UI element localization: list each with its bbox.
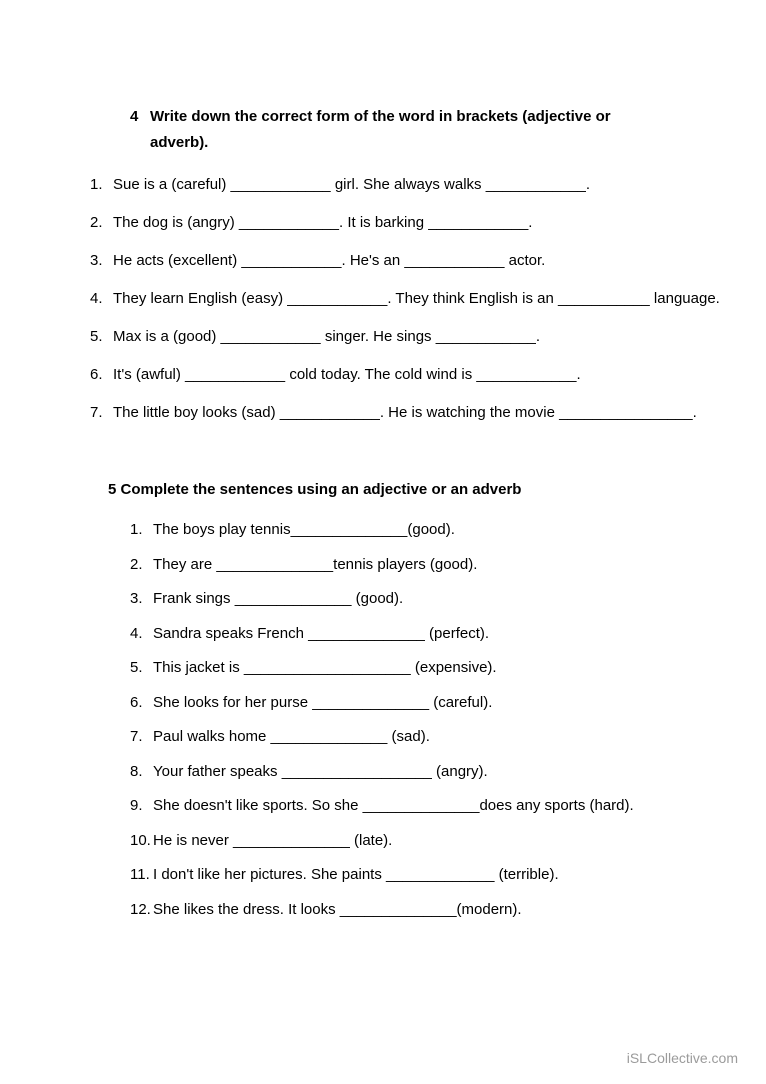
exercise4-item-3 [90,252,746,270]
exercise4-title [150,104,611,156]
item-number: 7. [130,728,143,745]
exercise4-title-line2: adverb). [150,134,209,151]
item-text: The little boy looks (sad) ____________. He is watching the movie ________________. [113,404,697,421]
item-text: Max is a (good) ____________ singer. He sings ____________. [113,328,540,345]
item-text: The dog is (angry) ____________. It is barking ____________. [113,214,533,231]
item-text: She looks for her purse ______________ (careful). [153,693,493,711]
exercise5-item-6 [130,694,746,712]
exercise4-heading [130,104,611,156]
exercise4-item-7 [90,404,746,422]
item-number: 6. [90,366,103,383]
item-number: 8. [130,762,143,780]
item-number: 3. [130,590,143,607]
exercise5-item-7 [130,728,746,746]
item-text: The boys play tennis______________(good). [153,521,455,538]
item-number: 3. [90,252,103,269]
exercise5-item-10 [130,832,746,850]
item-number: 5. [90,328,103,345]
item-number: 11. [130,866,150,883]
item-number: 2. [90,214,103,231]
item-number: 4. [130,624,143,642]
item-number: 10. [130,831,151,849]
item-number: 1. [90,176,103,193]
item-text: Frank sings ______________ (good). [153,590,404,607]
item-number: 12. [130,900,151,918]
exercise5-heading: 5 Complete the sentences using an adjective or an adverb [108,481,522,498]
item-number: 9. [130,797,143,814]
exercise4-item-1 [90,176,746,194]
exercise4-list [90,176,746,442]
exercise4-item-5 [90,328,746,346]
item-text: Sandra speaks French ______________ (perfect). [153,624,490,642]
item-number: 6. [130,693,143,711]
exercise5-list [130,521,746,935]
item-text: They are ______________tennis players (good). [153,555,478,573]
exercise5-item-11 [130,866,746,884]
item-text: He is never ______________ (late). [153,831,393,849]
item-text: She doesn't like sports. So she ______________does any sports (hard). [153,797,634,814]
exercise5-item-12 [130,901,746,919]
exercise4-item-2 [90,214,746,232]
exercise5-item-9 [130,797,746,815]
exercise5-item-5 [130,659,746,677]
exercise5-item-3 [130,590,746,608]
item-number: 5. [130,659,143,676]
exercise4-title-line1: Write down the correct form of the word in brackets (adjective or [150,108,611,125]
item-number: 7. [90,404,103,421]
exercise5-item-1 [130,521,746,539]
item-text: It's (awful) ____________ cold today. The cold wind is ____________. [113,366,581,383]
exercise4-item-4 [90,290,746,308]
item-text: Your father speaks __________________ (angry). [153,762,488,780]
exercise5-item-8 [130,763,746,781]
item-text: Paul walks home ______________ (sad). [153,728,430,745]
exercise4-number: 4 [130,108,139,125]
exercise4-item-6 [90,366,746,384]
item-text: Sue is a (careful) ____________ girl. She always walks ____________. [113,176,590,193]
item-text: She likes the dress. It looks ______________(modern). [153,900,522,918]
item-text: This jacket is ____________________ (expensive). [153,659,497,676]
item-text: I don't like her pictures. She paints _____________ (terrible). [153,866,559,883]
exercise5-item-2 [130,556,746,574]
item-number: 2. [130,555,143,573]
exercise5-item-4 [130,625,746,643]
islcollective-watermark: iSLCollective.com [626,1050,738,1066]
item-number: 4. [90,290,103,307]
item-text: He acts (excellent) ____________. He's an ____________ actor. [113,252,546,269]
item-text: They learn English (easy) ____________. They think English is an ___________ language. [113,290,720,307]
item-number: 1. [130,521,143,538]
